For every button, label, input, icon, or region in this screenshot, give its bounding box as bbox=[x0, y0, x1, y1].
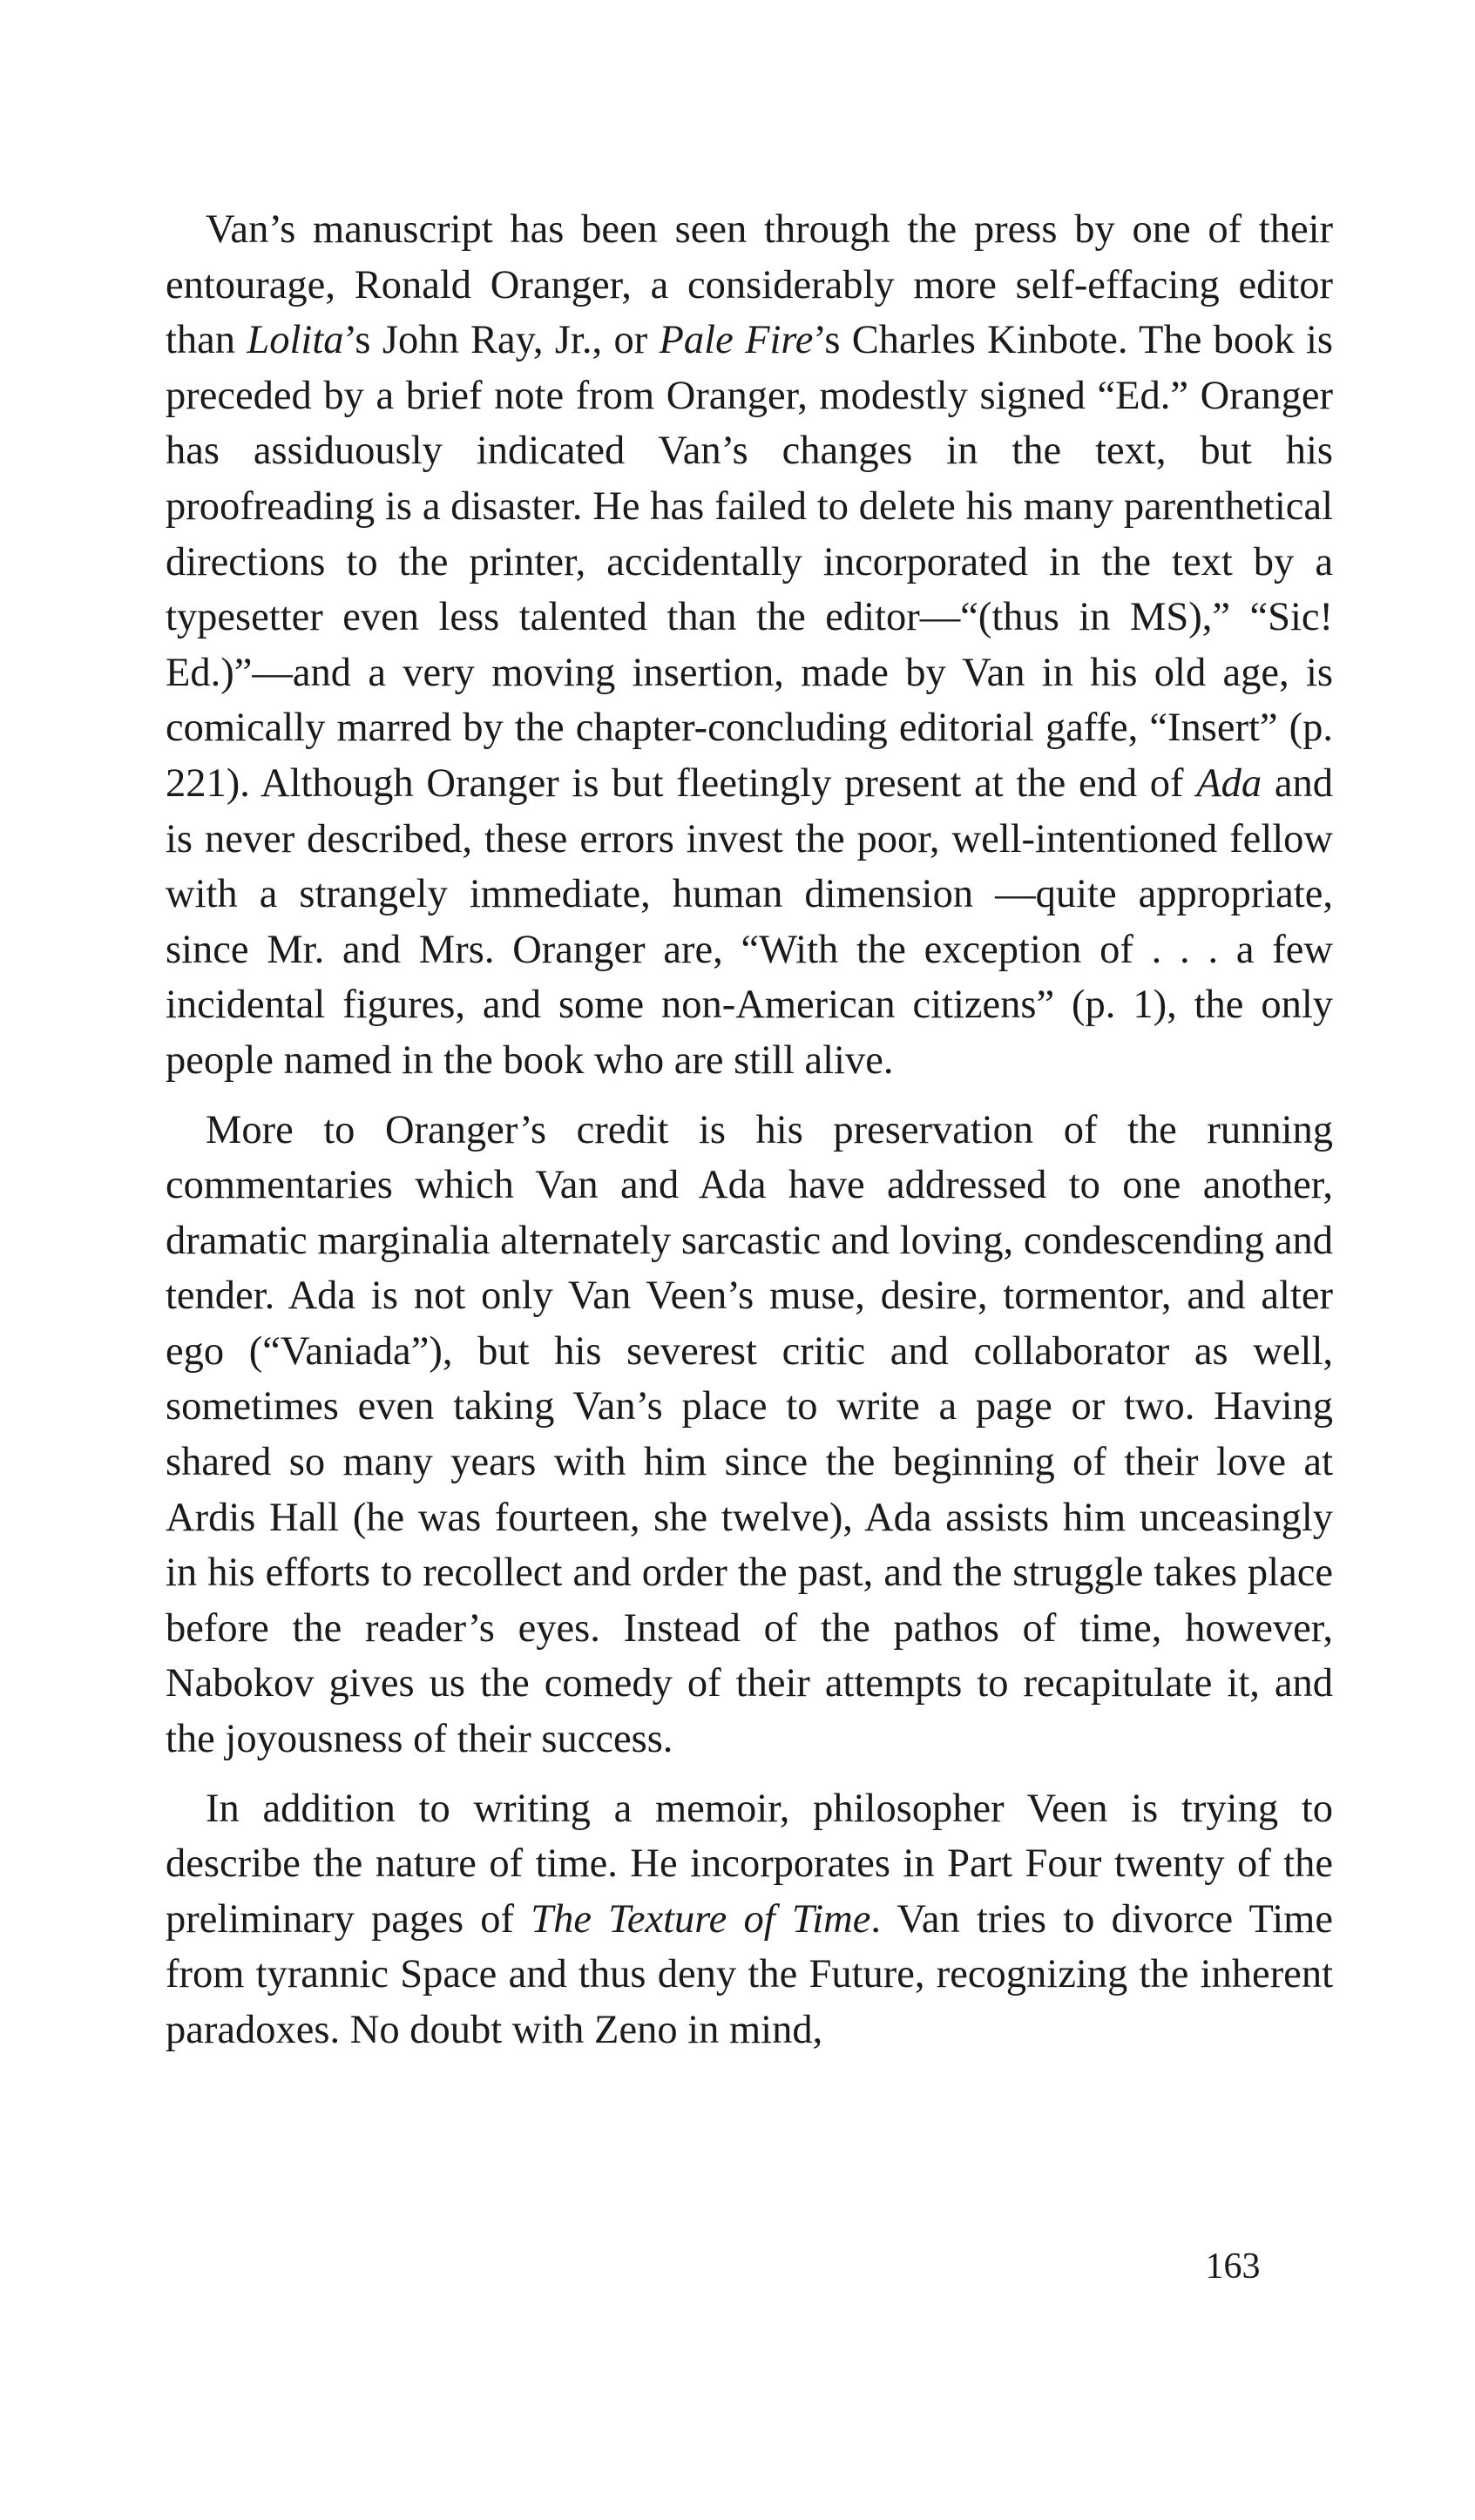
paragraph-2 bbox=[166, 1103, 1333, 1767]
text-run: Van’s manuscript has been seen through the press by one of their entourage, Ronald Oranger, a considerably more self-effacing editor than bbox=[166, 207, 1333, 363]
book-title-lolita: Lolita bbox=[247, 318, 344, 363]
book-title-texture-of-time: The Texture of Time bbox=[531, 1896, 871, 1942]
text-run: In addition to writing a memoir, philosopher Veen is trying to describe the nature of time. He incorporates in Part Four twenty of the preliminary pages of bbox=[166, 1786, 1333, 1942]
text-run: and is never described, these errors invest the poor, well-intentioned fellow with a strangely immediate, human dimension —quite appropriate, since Mr. and Mrs. Oranger are, “With the exception of . . . a few incidental figures, and some non-American citizens” (p. 1), the only people named in the book who are still alive. bbox=[166, 760, 1334, 1083]
paragraph-1 bbox=[166, 202, 1333, 1089]
text-run: ’s John Ray, Jr., or bbox=[343, 318, 660, 363]
text-run: ’s Charles Kinbote. The book is preceded by a brief note from Oranger, modestly signed “Ed.” Oranger has assiduously indicated Van’s changes in the text, but his proofreading is a disaster. He has failed to delete his many parenthetical directions to the printer, accidentally incorporated in the text by a typesetter even less talented than the editor—“(thus in MS),” “Sic! Ed.)”—and a very moving insertion, made by Van in his old age, is comically marred by the chapter-concluding editorial gaffe, “Insert” (p. 221). Although Oranger is but fleetingly present at the end of bbox=[166, 318, 1333, 806]
book-title-ada: Ada bbox=[1196, 760, 1262, 806]
text-run: More to Oranger’s credit is his preservation of the running commentaries which Van and Ada have addressed to one another, dramatic marginalia alternately sarcastic and loving, condescending and tender. Ada is not only Van Veen’s muse, desire, tormentor, and alter ego (“Vaniada”), but his severest critic and collaborator as well, sometimes even taking Van’s place to write a page or two. Having shared so many years with him since the beginning of their love at Ardis Hall (he was fourteen, she twelve), Ada assists him unceasingly in his efforts to recollect and order the past, and the struggle takes place before the reader’s eyes. Instead of the pathos of time, however, Nabokov gives us the comedy of their attempts to recapitulate it, and the joyousness of their success. bbox=[166, 1107, 1333, 1762]
body-text bbox=[166, 202, 1333, 2072]
page-number: 163 bbox=[1205, 2246, 1261, 2287]
paragraph-3 bbox=[166, 1781, 1333, 2058]
text-run: . Van tries to divorce Time from tyrannic Space and thus deny the Future, recognizing the inherent paradoxes. No doubt with Zeno in mind, bbox=[166, 1896, 1333, 2052]
book-title-pale-fire: Pale Fire bbox=[659, 318, 814, 363]
